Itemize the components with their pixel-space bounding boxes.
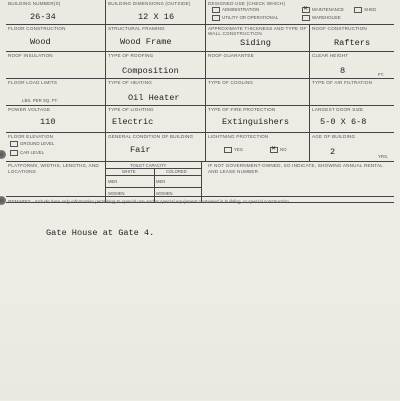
floor-load-label: FLOOR LOAD LIMITS [8, 80, 58, 85]
clear-height-cell [310, 52, 394, 78]
remarks-label: REMARKS - Include here only information pertaining to special use and/or special equipment contained in building, or special construction [8, 199, 289, 204]
form-row-4 [6, 79, 394, 106]
general-condition-cell [106, 133, 206, 161]
fire-protection-cell [206, 106, 310, 132]
use-option-administration[interactable]: ADMINISTRATION [212, 7, 259, 13]
use-option-utility[interactable]: UTILITY OR OPERATIONAL [212, 15, 278, 21]
age-value: 2 [330, 147, 336, 157]
general-condition-value: Fair [130, 145, 151, 155]
roof-guarantee-label: ROOF GUARANTEE [208, 53, 254, 58]
lighting-value: Electric [112, 117, 154, 127]
wall-construction-cell [206, 25, 310, 51]
wall-construction-value: Siding [240, 38, 271, 48]
floor-construction-label: FLOOR CONSTRUCTION [8, 26, 66, 31]
floor-construction-cell [6, 25, 106, 51]
platforms-label: PLATFORMS, WIDTHS, LENGTHS, AND LOCATIONS [8, 163, 99, 174]
heating-cell [106, 79, 206, 105]
largest-door-cell [310, 106, 394, 132]
use-option-maintenance[interactable]: ✕ MAINTENANCE [302, 7, 344, 13]
dimensions-value: 12 X 16 [138, 12, 175, 22]
wall-construction-label: APPROXIMATE THICKNESS AND TYPE OF WALL CONSTRUCTION [208, 26, 307, 36]
general-condition-label: GENERAL CONDITION OF BUILDING [108, 134, 194, 139]
floor-load-cell [6, 79, 106, 105]
roof-guarantee-cell [206, 52, 310, 78]
lightning-option-yes[interactable]: YES [224, 147, 243, 153]
type-of-roofing-value: Composition [122, 66, 179, 76]
fire-protection-value: Extinguishers [222, 117, 290, 127]
toilet-col-colored: COLORED [166, 169, 187, 174]
floor-elevation-cell [6, 133, 106, 161]
type-of-roofing-cell [106, 52, 206, 78]
lightning-option-no[interactable]: ✕ NO [270, 147, 287, 153]
use-option-warehouse[interactable]: WAREHOUSE [302, 15, 341, 21]
checkbox-checked-icon [270, 147, 278, 153]
form-row-2 [6, 25, 394, 52]
largest-door-value: 5-0 X 6-8 [320, 117, 367, 127]
toilet-women-white: WOMEN [108, 191, 125, 196]
checkbox-icon [224, 147, 232, 153]
elevation-option-car[interactable]: CAR LEVEL [10, 150, 44, 156]
cooling-label: TYPE OF COOLING [208, 80, 254, 85]
fire-protection-label: TYPE OF FIRE PROTECTION [208, 107, 276, 112]
roof-construction-value: Rafters [334, 38, 371, 48]
elevation-option-ground[interactable]: GROUND LEVEL [10, 141, 54, 147]
clear-height-label: CLEAR HEIGHT [312, 53, 349, 58]
building-numbers-value: 26-34 [30, 12, 56, 22]
air-filtration-cell [310, 79, 394, 105]
structural-framing-value: Wood Frame [120, 37, 172, 47]
heating-value: Oil Heater [128, 93, 180, 103]
lighting-cell [106, 106, 206, 132]
roof-construction-cell [310, 25, 394, 51]
age-cell [310, 133, 394, 161]
power-voltage-cell [6, 106, 106, 132]
use-option-shed[interactable]: SHED [354, 7, 376, 13]
roof-construction-label: ROOF CONSTRUCTION [312, 26, 367, 31]
building-numbers-cell [6, 0, 106, 24]
type-of-roofing-label: TYPE OF ROOFING [108, 53, 154, 58]
clear-height-value: 8 [340, 66, 346, 76]
structural-framing-label: STRUCTURAL FRAMING [108, 26, 165, 31]
air-filtration-label: TYPE OF AIR FILTRATION [312, 80, 373, 85]
lighting-label: TYPE OF LIGHTING [108, 107, 154, 112]
building-numbers-label: BUILDING NUMBER(S) [8, 1, 61, 6]
checkbox-icon [354, 7, 362, 13]
toilet-women-colored: WOMEN [156, 191, 173, 196]
form-row-3 [6, 52, 394, 79]
dimensions-cell [106, 0, 206, 24]
designed-use-cell [206, 0, 394, 24]
gov-owned-label: IF NOT GOVERNMENT-OWNED, SO INDICATE, SHOWING ANNUAL RENTAL AND LEASE NUMBER [208, 163, 383, 174]
remarks-text: Gate House at Gate 4. [46, 228, 155, 238]
checkbox-icon [212, 15, 220, 21]
checkbox-icon [10, 141, 18, 147]
clear-height-unit: FT. [378, 72, 385, 77]
form-row-6 [6, 133, 394, 162]
power-voltage-value: 110 [40, 117, 56, 127]
checkbox-icon [212, 7, 220, 13]
toilet-men-white: MEN [108, 179, 118, 184]
lightning-protection-cell [206, 133, 310, 161]
floor-load-unit: LBS. PER SQ. FT. [22, 98, 58, 103]
largest-door-label: LARGEST DOOR SIZE [312, 107, 364, 112]
age-label: AGE OF BUILDING [312, 134, 356, 139]
floor-construction-value: Wood [30, 37, 51, 47]
form-row-1 [6, 0, 394, 25]
remarks-section [6, 196, 394, 401]
cooling-cell [206, 79, 310, 105]
toilet-men-colored: MEN [156, 179, 166, 184]
structural-framing-cell [106, 25, 206, 51]
checkbox-checked-icon [302, 7, 310, 13]
dimensions-label: BUILDING DIMENSIONS (OUTSIDE) [108, 1, 191, 6]
power-voltage-label: POWER VOLTAGE [8, 107, 51, 112]
designed-use-label: DESIGNED USE (CHECK WHICH) [208, 1, 286, 6]
roof-insulation-cell [6, 52, 106, 78]
form-row-5 [6, 106, 394, 133]
form-table [6, 0, 394, 203]
checkbox-icon [302, 15, 310, 21]
heating-label: TYPE OF HEATING [108, 80, 153, 85]
roof-insulation-label: ROOF INSULATION [8, 53, 53, 58]
checkbox-icon [10, 150, 18, 156]
floor-elevation-label: FLOOR ELEVATION [8, 134, 54, 139]
toilet-capacity-label: TOILET CAPACITY [130, 163, 167, 168]
toilet-col-white: WHITE [122, 169, 136, 174]
age-unit: YRS. [378, 154, 389, 159]
lightning-protection-label: LIGHTNING PROTECTION [208, 134, 269, 139]
